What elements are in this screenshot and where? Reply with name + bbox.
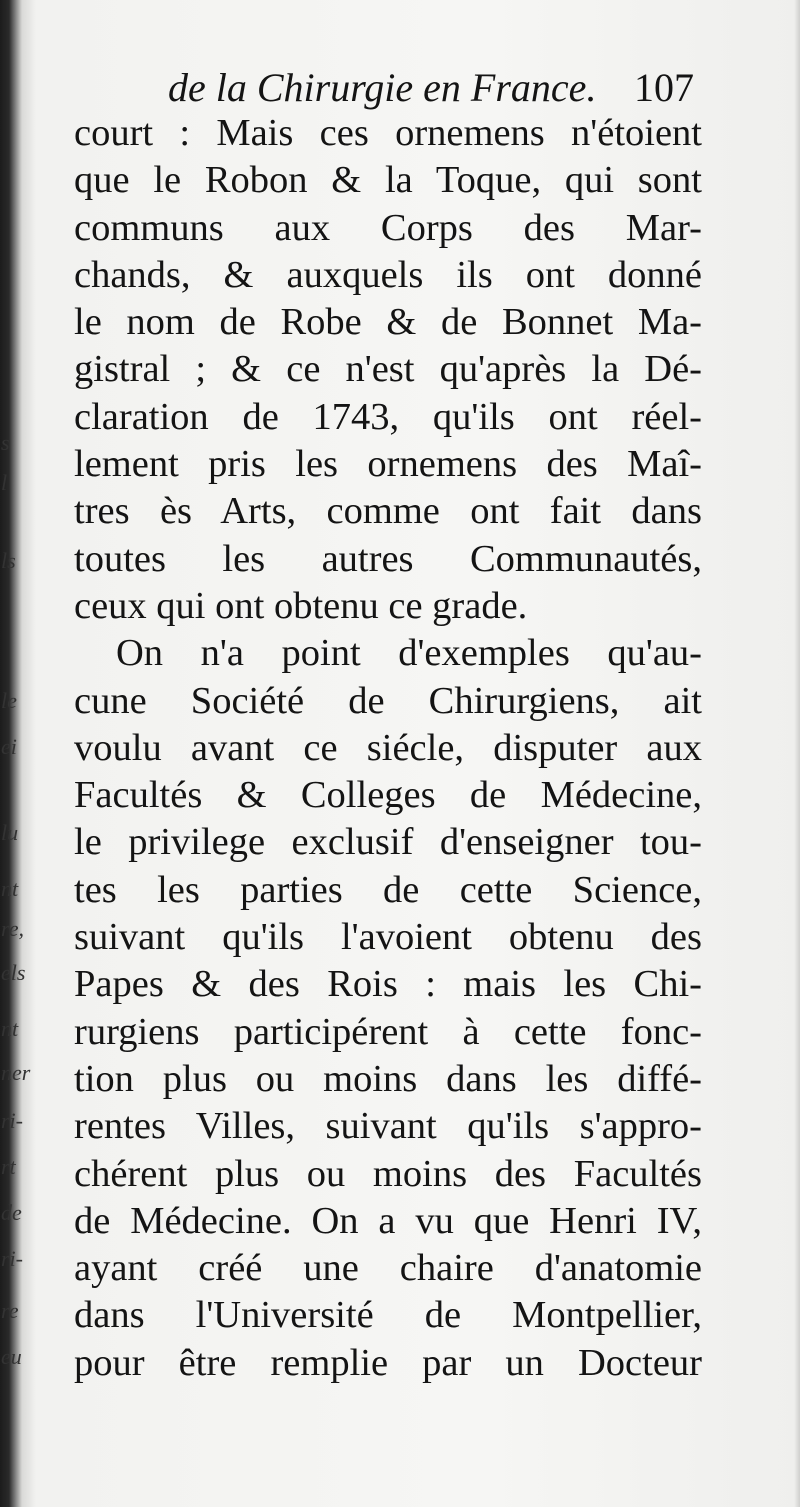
bleed-fragment: rt [1, 1154, 16, 1179]
body-text [74, 110, 702, 1387]
bleed-fragment: re [1, 1298, 19, 1323]
bleed-fragment: de [1, 1200, 22, 1225]
running-head [168, 62, 708, 114]
text-line: de Médecine. On a vu que Henri IV, [74, 1199, 702, 1242]
bleed-fragment: ei [1, 734, 17, 759]
text-line: pour être remplie par un Docteur [74, 1341, 702, 1384]
text-line: rentes Villes, suivant qu'ils s'appro- [74, 1105, 702, 1148]
text-line: tion plus ou moins dans les diffé- [74, 1057, 702, 1100]
bleed-fragment: lu [1, 820, 19, 845]
text-line: gistral ; & ce n'est qu'après la Dé- [74, 348, 702, 391]
bleed-fragment: l [1, 470, 8, 495]
bleed-fragment: nt [1, 876, 19, 901]
bleed-fragment: ri- [1, 1108, 23, 1133]
bleed-fragment: ri- [1, 1246, 23, 1271]
page-edge-shadow [794, 0, 800, 1507]
text-line: chérent plus ou moins des Facultés [74, 1152, 702, 1195]
text-line: lement pris les ornemens des Maî- [74, 443, 702, 486]
paragraph-first-line: On n'a point d'exemples qu'au- [116, 632, 702, 675]
text-line: toutes les autres Communautés, [74, 537, 702, 580]
text-line: dans l'Université de Montpellier, [74, 1294, 702, 1337]
running-head-title: de la Chirurgie en France. [168, 65, 597, 110]
text-line: claration de 1743, qu'ils ont réel- [74, 395, 702, 438]
bleed-fragment: re, [1, 916, 25, 941]
bleed-fragment: s [1, 430, 10, 455]
bleed-fragment: ner [1, 1060, 31, 1085]
text-line: le privilege exclusif d'enseigner tou- [74, 821, 702, 864]
bleed-fragment: eu [1, 1344, 22, 1369]
text-line: court : Mais ces ornemens n'étoient [74, 112, 702, 154]
bleed-fragment: le [1, 688, 17, 713]
text-line: chands, & auxquels ils ont donné [74, 253, 702, 296]
text-line: voulu avant ce siécle, disputer aux [74, 726, 702, 769]
text-line: communs aux Corps des Mar- [74, 206, 702, 249]
text-line: Papes & des Rois : mais les Chi- [74, 963, 702, 1006]
page-number: 107 [634, 65, 694, 110]
text-line: ayant créé une chaire d'anatomie [74, 1247, 702, 1290]
text-line: tres ès Arts, comme ont fait dans [74, 490, 702, 533]
facing-page-bleed [0, 0, 40, 1507]
bleed-fragment: ls [1, 548, 16, 573]
text-line: rurgiens participérent à cette fonc- [74, 1010, 702, 1053]
text-line: le nom de Robe & de Bonnet Ma- [74, 301, 702, 344]
text-line: cune Société de Chirurgiens, ait [74, 679, 702, 722]
text-line: suivant qu'ils l'avoient obtenu des [74, 916, 702, 959]
bleed-fragment: nt [1, 1016, 19, 1041]
text-line: Facultés & Colleges de Médecine, [74, 774, 702, 817]
text-line: ceux qui ont obtenu ce grade. [74, 584, 528, 627]
text-line: tes les parties de cette Science, [74, 868, 702, 911]
bleed-fragment: els [1, 960, 26, 985]
text-line: que le Robon & la Toque, qui sont [74, 159, 702, 202]
